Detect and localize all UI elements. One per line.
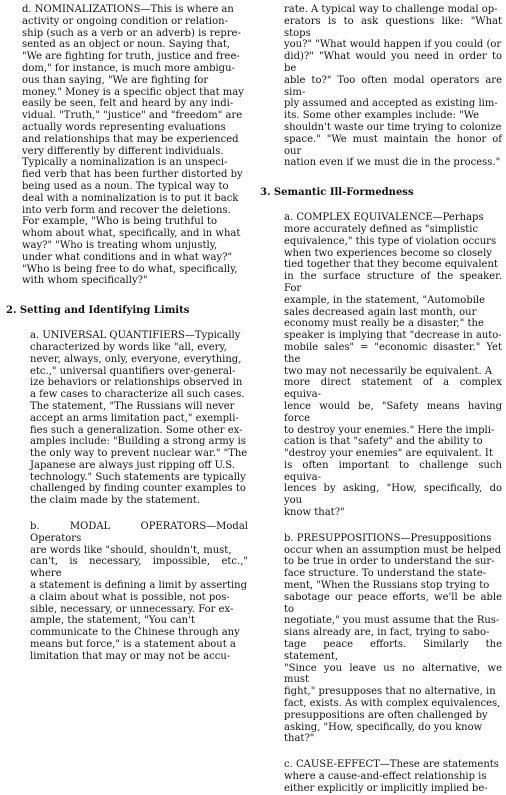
presuppositions-paragraph: b. PRESUPPOSITIONS—Presuppositions occur when an assumption must be helped to be true in order to understand the sur- face structure. To understand the state- ment, "When the Russians stop trying to sabotage our peace efforts, we'll be able to negotiate," you must assume that the Rus- sians already are, in fact, trying to sabo- tage peace efforts. Similarly the statement, "Since you leave us no alternative, we must fight," presupposes that no alternative, in fact, exists. As with complex equivalences, presuppositions are often challenged by asking, "How, specifically, do you know that?" [284, 532, 502, 745]
section-3-heading: 3. Semantic Ill-Formedness [260, 187, 414, 199]
right-column [260, 4, 502, 795]
complex-equivalence-paragraph: a. COMPLEX EQUIVALENCE—Perhaps more accurately defined as "simplistic equivalence," this type of violation occurs when two experiences become so closely tied together that they become equivalent in the surface structure of the speaker. For example, in the statement, "Automobile sales decreased again last month, our economy must really be a disaster," the speaker is implying that "decrease in auto- mobile sales" = "economic disaster." Yet the two may not necessarily be equivalent. A more direct statement of a complex equiva- lence would be, "Safety means having force to destroy your enemies." Here the impli- cation is that "safety" and the ability to "destroy your enemies" are equivalent. It is often important to challenge such equiva- lences by asking, "How, specifically, do you know that?" [284, 212, 502, 519]
nominalizations-paragraph: d. NOMINALIZATIONS—This is where an activity or ongoing condition or relation- ship (such as a verb or an adverb) is repre- sented as an object or noun. Saying that, "We are fighting for truth, justice and free- dom," for instance, is much more ambigu- ous than saying, "We are fighting for money." Money is a specific object that may easily be seen, felt and heard by any indi- vidual. "Truth," "justice" and "freedom" are actually words representing evaluations and relationships that may be experienced very differently by different individuals. Typically a nominalization is an unspeci- fied verb that has been further distorted by being used as a noun. The typical way to deal with a nominalization is to put it back into verb form and recover the deletions. For example, "Who is being truthful to whom about what, specifically, and in what way?" "Who is treating whom unjustly, under what conditions and in what way?" "Who is being free to do what, specifically, with whom specifically?" [22, 4, 244, 287]
section-2-heading: 2. Setting and Identifying Limits [6, 305, 190, 317]
modal-operators-continued: rate. A typical way to challenge modal op- erators is to ask questions like: "What stops you?" "What would happen if you could (or did)?" "What would you need in order to be able to?" Too often modal operators are sim- ply assumed and accepted as existing lim- its. Some other examples include: "We shouldn't waste our time trying to colonize space." "We must maintain the honor of our nation even if we must die in the process." [284, 4, 502, 169]
modal-operators-paragraph: b. MODAL OPERATORS—Modal Operators are words like "should, shouldn't, must, can't, is necessary, impossible, etc.," where a statement is defining a limit by asserting a claim about what is possible, not pos- sible, necessary, or unnecessary. For ex- ample, the statement, "You can't communicate to the Chinese through any means but force," is a statement about a limitation that may or may not be accu- [30, 521, 248, 662]
cause-effect-paragraph: c. CAUSE-EFFECT—These are statements where a cause-and-effect relationship is either explicitly or implicitly implied be- [284, 759, 499, 794]
universal-quantifiers-paragraph: a. UNIVERSAL QUANTIFIERS—Typically characterized by words like "all, every, never, always, only, everyone, everything, etc.," universal quantifiers over-general- ize behaviors or relationships observed in a few cases to characterize all such cases. The statement, "The Russians will never accept an arms limitation pact," exempli- fies such a generalization. Some other ex- amples include: "Building a strong army is the only way to prevent nuclear war." "The Japanese are always just ripping off U.S. technology." Such statements are typically challenged by finding counter examples to the claim made by the statement. [30, 330, 248, 507]
left-column [6, 4, 248, 663]
